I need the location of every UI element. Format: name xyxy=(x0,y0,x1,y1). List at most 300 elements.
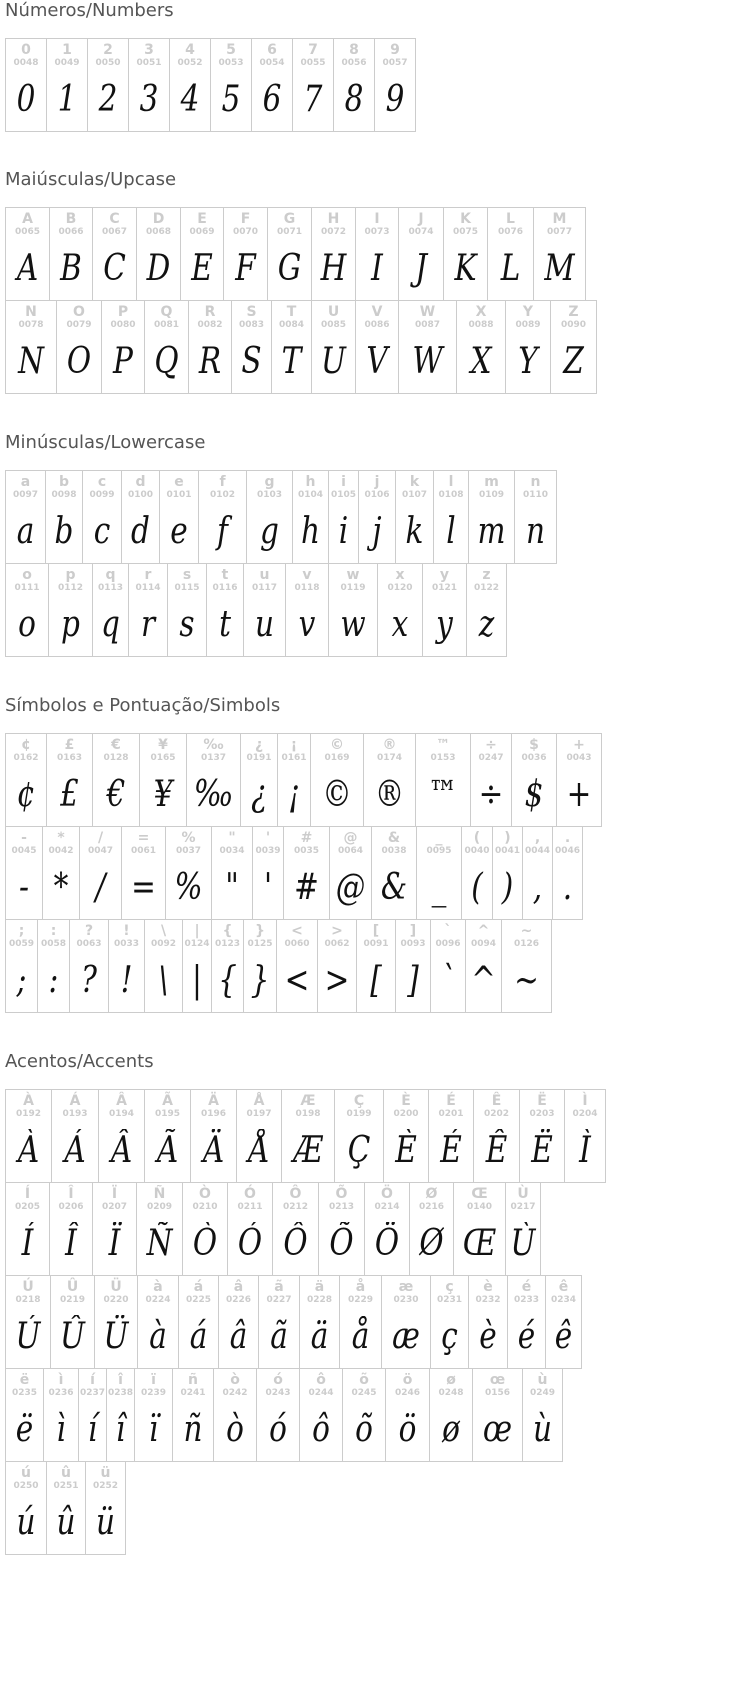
glyph-row xyxy=(5,826,601,919)
glyph-character-label: õ xyxy=(359,1372,369,1388)
glyph-sample: > xyxy=(324,960,350,1001)
glyph-character-label: A xyxy=(22,211,33,227)
glyph-row xyxy=(5,1461,605,1554)
glyph-character-label: } xyxy=(255,923,265,939)
glyph-character-label: ™ xyxy=(436,737,450,753)
glyph-code: 0043 xyxy=(566,753,592,763)
glyph-sample: - xyxy=(19,867,29,908)
glyph-sample: Â xyxy=(110,1130,133,1171)
glyph-character-label: £ xyxy=(64,737,75,753)
glyph-cell xyxy=(43,1368,79,1462)
glyph-sample: ] xyxy=(407,960,419,1001)
glyph-row xyxy=(5,919,601,1012)
glyph-code: 0071 xyxy=(276,227,303,237)
glyph-code: 0219 xyxy=(59,1295,86,1305)
glyph-character-label: t xyxy=(221,567,229,583)
glyph-cell xyxy=(198,470,247,564)
glyph-code: 0232 xyxy=(475,1295,501,1305)
glyph-sample: H xyxy=(320,248,347,289)
glyph-character-label: í xyxy=(90,1372,95,1388)
glyph-cell xyxy=(285,563,329,657)
glyph-cell xyxy=(92,207,137,301)
glyph-code: 0045 xyxy=(11,846,37,856)
glyph-character-label: h xyxy=(305,474,316,490)
glyph-code: 0237 xyxy=(79,1388,106,1398)
glyph-cell xyxy=(144,300,189,394)
glyph-sample: Ö xyxy=(374,1223,400,1264)
glyph-character-label: Ø xyxy=(425,1186,438,1202)
glyph-code: 0087 xyxy=(414,320,441,330)
glyph-code: 0225 xyxy=(185,1295,212,1305)
glyph-sample: : xyxy=(48,960,59,1001)
glyph-code: 0126 xyxy=(513,939,540,949)
glyph-cell xyxy=(507,1275,546,1369)
glyph-grid-numbers xyxy=(5,38,415,131)
glyph-sample: U xyxy=(321,341,346,382)
glyph-character-label: ` xyxy=(444,923,452,939)
glyph-cell xyxy=(48,563,93,657)
glyph-sample: x xyxy=(391,604,409,645)
glyph-code: 0161 xyxy=(281,753,307,763)
glyph-cell xyxy=(374,38,416,132)
glyph-sample: & xyxy=(380,867,408,908)
glyph-sample: © xyxy=(322,774,352,815)
glyph-row xyxy=(5,1089,605,1182)
glyph-character-label: o xyxy=(22,567,32,583)
glyph-code: 0110 xyxy=(522,490,549,500)
glyph-character-label: . xyxy=(564,830,571,846)
glyph-code: 0198 xyxy=(295,1109,321,1119)
glyph-cell xyxy=(92,733,140,827)
glyph-character-label: n xyxy=(530,474,541,490)
glyph-character-label: è xyxy=(483,1279,493,1295)
glyph-code: 0204 xyxy=(572,1109,598,1119)
glyph-code: 0205 xyxy=(14,1202,41,1212)
glyph-cell xyxy=(383,1089,429,1183)
glyph-character-label: * xyxy=(57,830,65,846)
glyph-code: 0064 xyxy=(337,846,364,856)
glyph-sample: ü xyxy=(95,1502,116,1543)
glyph-code: 0058 xyxy=(40,939,67,949)
glyph-code: 0051 xyxy=(136,58,162,68)
glyph-character-label: ü xyxy=(100,1465,111,1481)
glyph-character-label: â xyxy=(233,1279,244,1295)
glyph-sample: L xyxy=(500,248,521,289)
glyph-sample: ä xyxy=(310,1316,329,1357)
glyph-code: 0242 xyxy=(222,1388,248,1398)
glyph-sample: Á xyxy=(64,1130,86,1171)
glyph-character-label: D xyxy=(152,211,165,227)
glyph-code: 0113 xyxy=(97,583,124,593)
glyph-code: 0098 xyxy=(51,490,77,500)
glyph-sample: P xyxy=(113,341,133,382)
glyph-code: 0061 xyxy=(130,846,157,856)
glyph-cell xyxy=(182,1182,228,1276)
glyph-sample: 2 xyxy=(98,79,118,120)
glyph-character-label: Ö xyxy=(381,1186,393,1202)
glyph-character-label: ‰ xyxy=(203,737,224,753)
glyph-cell xyxy=(473,1089,520,1183)
glyph-character-label: ö xyxy=(402,1372,413,1388)
glyph-character-label: R xyxy=(204,304,216,320)
glyph-code: 0057 xyxy=(382,58,408,68)
glyph-sample: N xyxy=(18,341,44,382)
glyph-sample: ø xyxy=(442,1409,460,1450)
glyph-cell xyxy=(243,919,277,1013)
glyph-cell xyxy=(144,919,183,1013)
glyph-character-label: 0 xyxy=(21,42,31,58)
glyph-code: 0228 xyxy=(306,1295,333,1305)
glyph-sample: l xyxy=(446,511,456,552)
glyph-character-label: W xyxy=(419,304,436,320)
section-title-numbers: Números/Numbers xyxy=(5,0,174,21)
glyph-cell xyxy=(188,300,232,394)
glyph-code: 0248 xyxy=(438,1388,464,1398)
glyph-sample: ú xyxy=(16,1502,36,1543)
glyph-code: 0231 xyxy=(436,1295,463,1305)
glyph-cell xyxy=(186,733,241,827)
glyph-cell xyxy=(519,1089,565,1183)
glyph-code: 0241 xyxy=(180,1388,206,1398)
glyph-character-label: w xyxy=(346,567,360,583)
glyph-row xyxy=(5,1275,605,1368)
glyph-sample: à xyxy=(149,1316,167,1357)
glyph-sample: Q xyxy=(154,341,179,382)
glyph-cell xyxy=(550,300,597,394)
glyph-character-label: ú xyxy=(21,1465,31,1481)
glyph-character-label: p xyxy=(65,567,76,583)
glyph-code: 0244 xyxy=(308,1388,334,1398)
glyph-character-label: ø xyxy=(446,1372,456,1388)
glyph-code: 0235 xyxy=(11,1388,38,1398)
glyph-character-label: _ xyxy=(435,830,443,846)
glyph-sample: î xyxy=(115,1409,126,1450)
glyph-code: 0033 xyxy=(113,939,140,949)
glyph-code: 0243 xyxy=(265,1388,291,1398)
glyph-code: 0067 xyxy=(101,227,128,237)
glyph-cell xyxy=(456,300,506,394)
glyph-cell xyxy=(564,1089,606,1183)
glyph-sample: Ò xyxy=(192,1223,218,1264)
glyph-code: 0120 xyxy=(387,583,413,593)
glyph-code: 0124 xyxy=(184,939,210,949)
glyph-code: 0211 xyxy=(237,1202,263,1212)
glyph-code: 0038 xyxy=(381,846,407,856)
glyph-sample: ® xyxy=(374,774,405,815)
glyph-code: 0096 xyxy=(435,939,461,949)
glyph-code: 0203 xyxy=(529,1109,555,1119)
glyph-sample: ™ xyxy=(428,774,458,815)
glyph-character-label: ; xyxy=(18,923,25,939)
glyph-code: 0233 xyxy=(513,1295,540,1305)
glyph-character-label: v xyxy=(302,567,312,583)
glyph-cell xyxy=(299,1368,343,1462)
glyph-character-label: ô xyxy=(316,1372,326,1388)
glyph-sample: G xyxy=(277,248,302,289)
glyph-sample: R xyxy=(198,341,222,382)
glyph-cell xyxy=(409,1182,454,1276)
glyph-sample: £ xyxy=(60,774,79,815)
glyph-sample: Ã xyxy=(156,1130,179,1171)
glyph-sample: ¥ xyxy=(153,774,173,815)
glyph-sample: , xyxy=(532,867,543,908)
glyph-cell xyxy=(92,563,129,657)
glyph-code: 0092 xyxy=(150,939,177,949)
glyph-code: 0247 xyxy=(478,753,504,763)
glyph-cell xyxy=(82,470,122,564)
glyph-character-label: = xyxy=(137,830,150,846)
glyph-character-label: l xyxy=(448,474,454,490)
glyph-sample: q xyxy=(101,604,120,645)
glyph-cell xyxy=(49,207,93,301)
glyph-character-label: s xyxy=(182,567,192,583)
section-title-symbols: Símbolos e Pontuação/Simbols xyxy=(5,695,281,716)
glyph-cell xyxy=(46,733,93,827)
glyph-character-label: Ó xyxy=(244,1186,256,1202)
glyph-cell xyxy=(395,470,434,564)
glyph-code: 0217 xyxy=(510,1202,536,1212)
glyph-code: 0234 xyxy=(550,1295,577,1305)
glyph-code: 0246 xyxy=(394,1388,421,1398)
glyph-character-label: 1 xyxy=(62,42,72,58)
glyph-code: 0039 xyxy=(255,846,281,856)
glyph-sample: í xyxy=(87,1409,98,1450)
glyph-character-label: S xyxy=(246,304,257,320)
glyph-cell xyxy=(505,300,551,394)
glyph-character-label: ~ xyxy=(520,923,533,939)
glyph-character-label: œ xyxy=(489,1372,506,1388)
glyph-cell xyxy=(468,1275,508,1369)
glyph-code: 0048 xyxy=(13,58,39,68)
glyph-character-label: 7 xyxy=(308,42,318,58)
glyph-sample: O xyxy=(66,341,92,382)
glyph-sample: % xyxy=(174,867,203,908)
glyph-sample: i xyxy=(338,511,349,552)
glyph-cell xyxy=(5,1089,52,1183)
glyph-cell xyxy=(159,470,199,564)
glyph-sample: æ xyxy=(392,1316,420,1357)
glyph-cell xyxy=(271,300,312,394)
glyph-cell xyxy=(505,1182,541,1276)
glyph-character-label: å xyxy=(355,1279,366,1295)
glyph-cell xyxy=(501,919,552,1013)
glyph-character-label: @ xyxy=(343,830,358,846)
glyph-character-label: Œ xyxy=(471,1186,488,1202)
glyph-character-label: K xyxy=(460,211,471,227)
glyph-row xyxy=(5,733,601,826)
glyph-sample: Z xyxy=(563,341,584,382)
glyph-character-label: % xyxy=(181,830,196,846)
glyph-character-label: 4 xyxy=(185,42,195,58)
glyph-cell xyxy=(87,38,129,132)
glyph-cell xyxy=(46,38,88,132)
glyph-character-label: ¢ xyxy=(21,737,31,753)
glyph-code: 0239 xyxy=(140,1388,167,1398)
glyph-character-label: + xyxy=(573,737,585,753)
glyph-code: 0077 xyxy=(546,227,573,237)
glyph-cell xyxy=(5,1368,44,1462)
glyph-code: 0055 xyxy=(300,58,326,68)
glyph-sample: 7 xyxy=(303,79,323,120)
glyph-cell xyxy=(5,1275,51,1369)
glyph-sample: Ê xyxy=(485,1130,508,1171)
glyph-code: 0116 xyxy=(212,583,238,593)
glyph-cell xyxy=(310,733,364,827)
glyph-sample: Œ xyxy=(462,1223,497,1264)
glyph-character-label: ? xyxy=(84,923,94,939)
glyph-sample: a xyxy=(16,511,35,552)
glyph-sample: w xyxy=(340,604,366,645)
glyph-character-label: - xyxy=(21,830,27,846)
glyph-sample: s xyxy=(179,604,195,645)
glyph-cell xyxy=(98,1089,145,1183)
glyph-code: 0044 xyxy=(524,846,551,856)
glyph-code: 0101 xyxy=(166,490,192,500)
glyph-cell xyxy=(355,207,399,301)
glyph-character-label: î xyxy=(118,1372,123,1388)
glyph-character-label: L xyxy=(506,211,515,227)
glyph-cell xyxy=(371,826,417,920)
glyph-code: 0075 xyxy=(452,227,479,237)
glyph-sample: u xyxy=(254,604,275,645)
glyph-cell xyxy=(139,733,187,827)
glyph-code: 0042 xyxy=(48,846,74,856)
glyph-sample: $ xyxy=(524,774,544,815)
glyph-character-label: X xyxy=(475,304,487,320)
glyph-sample: [ xyxy=(370,960,382,1001)
glyph-code: 0196 xyxy=(200,1109,227,1119)
glyph-sample: v xyxy=(298,604,316,645)
glyph-sample: W xyxy=(412,341,443,382)
glyph-code: 0107 xyxy=(401,490,428,500)
glyph-cell xyxy=(381,1275,431,1369)
glyph-sample: | xyxy=(192,960,202,1001)
section-title-upcase: Maiúsculas/Upcase xyxy=(5,169,177,190)
glyph-character-label: Æ xyxy=(300,1093,316,1109)
glyph-row xyxy=(5,563,556,656)
glyph-cell xyxy=(128,563,168,657)
glyph-character-label: q xyxy=(105,567,116,583)
glyph-sample: Õ xyxy=(329,1223,354,1264)
glyph-cell xyxy=(267,207,312,301)
glyph-character-label: ¿ xyxy=(254,737,264,753)
glyph-sample: 3 xyxy=(139,79,159,120)
glyph-cell xyxy=(223,207,268,301)
glyph-cell xyxy=(453,1182,506,1276)
glyph-sample: û xyxy=(56,1502,76,1543)
glyph-sample: _ xyxy=(431,867,447,908)
glyph-sample: C xyxy=(103,248,126,289)
glyph-cell xyxy=(514,470,557,564)
glyph-sample: 6 xyxy=(262,79,282,120)
glyph-character-label: Â xyxy=(116,1093,127,1109)
glyph-cell xyxy=(46,1461,86,1555)
glyph-cell xyxy=(5,470,46,564)
glyph-cell xyxy=(292,470,329,564)
glyph-row xyxy=(5,207,596,300)
glyph-cell xyxy=(317,919,357,1013)
glyph-character-label: G xyxy=(283,211,296,227)
glyph-cell xyxy=(243,563,286,657)
glyph-character-label: ê xyxy=(558,1279,569,1295)
glyph-cell xyxy=(106,1368,135,1462)
glyph-sample: ‰ xyxy=(193,774,234,815)
glyph-cell xyxy=(49,1182,93,1276)
glyph-character-label: ® xyxy=(382,737,397,753)
glyph-character-label: Ñ xyxy=(153,1186,166,1202)
glyph-character-label: Í xyxy=(24,1186,31,1202)
glyph-code: 0195 xyxy=(154,1109,181,1119)
glyph-cell xyxy=(246,470,293,564)
glyph-character-label: N xyxy=(25,304,37,320)
glyph-code: 0252 xyxy=(92,1481,119,1491)
glyph-cell xyxy=(50,1275,95,1369)
glyph-cell xyxy=(167,563,207,657)
glyph-code: 0050 xyxy=(95,58,121,68)
glyph-code: 0041 xyxy=(494,846,521,856)
glyph-code: 0238 xyxy=(107,1388,134,1398)
glyph-character-label: 9 xyxy=(390,42,400,58)
glyph-code: 0073 xyxy=(364,227,390,237)
glyph-sample: n xyxy=(525,511,546,552)
glyph-cell xyxy=(121,826,166,920)
glyph-row xyxy=(5,1182,605,1275)
glyph-cell xyxy=(227,1182,273,1276)
glyph-character-label: Ò xyxy=(199,1186,211,1202)
glyph-code: 0054 xyxy=(259,58,285,68)
glyph-character-label: Ê xyxy=(491,1093,502,1109)
glyph-sample: â xyxy=(229,1316,248,1357)
glyph-character-label: e xyxy=(174,474,184,490)
glyph-sample: Ü xyxy=(103,1316,129,1357)
glyph-sample: ñ xyxy=(183,1409,203,1450)
glyph-code: 0103 xyxy=(256,490,283,500)
glyph-cell xyxy=(136,1182,183,1276)
glyph-cell xyxy=(398,300,457,394)
glyph-character-label: Z xyxy=(568,304,579,320)
glyph-sample: A xyxy=(16,248,39,289)
glyph-character-label: x xyxy=(395,567,405,583)
glyph-sample: Ô xyxy=(283,1223,308,1264)
glyph-character-label: ¡ xyxy=(290,737,298,753)
glyph-sample: À xyxy=(17,1130,40,1171)
glyph-character-label: Ü xyxy=(110,1279,122,1295)
glyph-code: 0068 xyxy=(145,227,172,237)
glyph-cell xyxy=(252,826,284,920)
glyph-sample: ì xyxy=(56,1409,66,1450)
glyph-cell xyxy=(5,300,57,394)
glyph-cell xyxy=(277,733,311,827)
glyph-cell xyxy=(522,826,553,920)
glyph-cell xyxy=(165,826,212,920)
glyph-character-label: > xyxy=(331,923,343,939)
glyph-cell xyxy=(283,826,330,920)
glyph-sample: ¡ xyxy=(288,774,300,815)
glyph-sample: Ó xyxy=(237,1223,263,1264)
glyph-grid-upcase xyxy=(5,207,596,393)
glyph-sample: ÷ xyxy=(478,774,504,815)
glyph-code: 0251 xyxy=(53,1481,79,1491)
glyph-code: 0162 xyxy=(13,753,39,763)
glyph-row xyxy=(5,470,556,563)
glyph-code: 0108 xyxy=(438,490,464,500)
glyph-cell xyxy=(79,826,122,920)
glyph-code: 0227 xyxy=(266,1295,292,1305)
glyph-sample: 1 xyxy=(57,79,77,120)
glyph-cell xyxy=(101,300,145,394)
glyph-code: 0102 xyxy=(209,490,236,500)
glyph-cell xyxy=(395,919,431,1013)
